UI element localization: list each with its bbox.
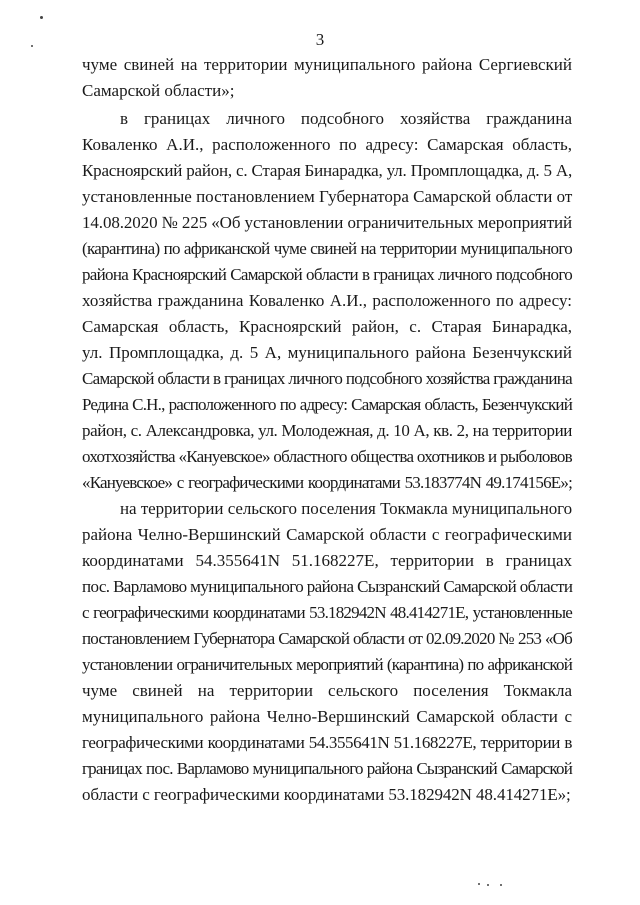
text-line: района Челно-Вершинский Самарской области с географическими [82, 525, 572, 544]
text-line: установленные постановлением Губернатора Самарской области от [82, 187, 573, 206]
text-line: (карантина) по африканской чуме свиней на территории муниципального [82, 239, 572, 258]
text-line: хозяйства гражданина Коваленко А.И., расположенного по адресу: [82, 291, 572, 310]
text-line: район, с. Александровка, ул. Молодежная, д. 10 А, кв. 2, на территории [82, 421, 572, 440]
text-line: на территории сельского поселения Токмакла муниципального [120, 499, 572, 518]
text-line: «Кануевское» с географическими координатами 53.183774N 49.174156E»; [82, 473, 572, 492]
text-line: Красноярский район, с. Старая Бинарадка, ул. Промплощадка, д. 5 А, [82, 161, 572, 180]
text-line: пос. Варламово муниципального района Сызранский Самарской области [82, 577, 573, 596]
text-line: Самарская область, Красноярский район, с. Старая Бинарадка, [82, 317, 572, 336]
text-line: границах пос. Варламово муниципального района Сызранский Самарской [82, 759, 572, 778]
text-line: Редина С.Н., расположенного по адресу: Самарская область, Безенчукский [82, 395, 572, 414]
page-number: 3 [315, 30, 325, 49]
text-line: в границах личного подсобного хозяйства гражданина [120, 109, 572, 128]
text-line: координатами 54.355641N 51.168227E, территории в границах [82, 551, 572, 570]
scan-speck [500, 884, 502, 886]
text-line: Самарской области»; [82, 81, 235, 100]
text-line: охотхозяйства «Кануевское» областного общества охотников и рыболовов [82, 447, 572, 466]
text-line: ул. Промплощадка, д. 5 А, муниципального района Безенчукский [82, 343, 572, 362]
text-line: с географическими координатами 53.182942N 48.414271E, установленные [82, 603, 572, 622]
text-line: муниципального района Челно-Вершинский Самарской области с [82, 707, 572, 726]
text-line: 14.08.2020 № 225 «Об установлении ограничительных мероприятий [82, 213, 573, 232]
text-line: установлении ограничительных мероприятий (карантина) по африканской [82, 655, 572, 674]
text-line: Самарской области в границах личного подсобного хозяйства гражданина [82, 369, 572, 388]
text-line: географическими координатами 54.355641N 51.168227E, территории в [82, 733, 572, 752]
text-line: Коваленко А.И., расположенного по адресу: Самарская область, [82, 135, 572, 154]
text-line: чуме свиней на территории муниципального района Сергиевский [82, 55, 572, 74]
scan-speck [478, 883, 480, 885]
text-line: района Красноярский Самарской области в границах личного подсобного [82, 265, 572, 284]
text-line: области с географическими координатами 53.182942N 48.414271E»; [82, 785, 571, 804]
text-line: чуме свиней на территории сельского поселения Токмакла [82, 681, 572, 700]
text-line: постановлением Губернатора Самарской области от 02.09.2020 № 253 «Об [82, 629, 572, 648]
scan-speck [487, 884, 489, 886]
scan-speck [40, 16, 43, 19]
